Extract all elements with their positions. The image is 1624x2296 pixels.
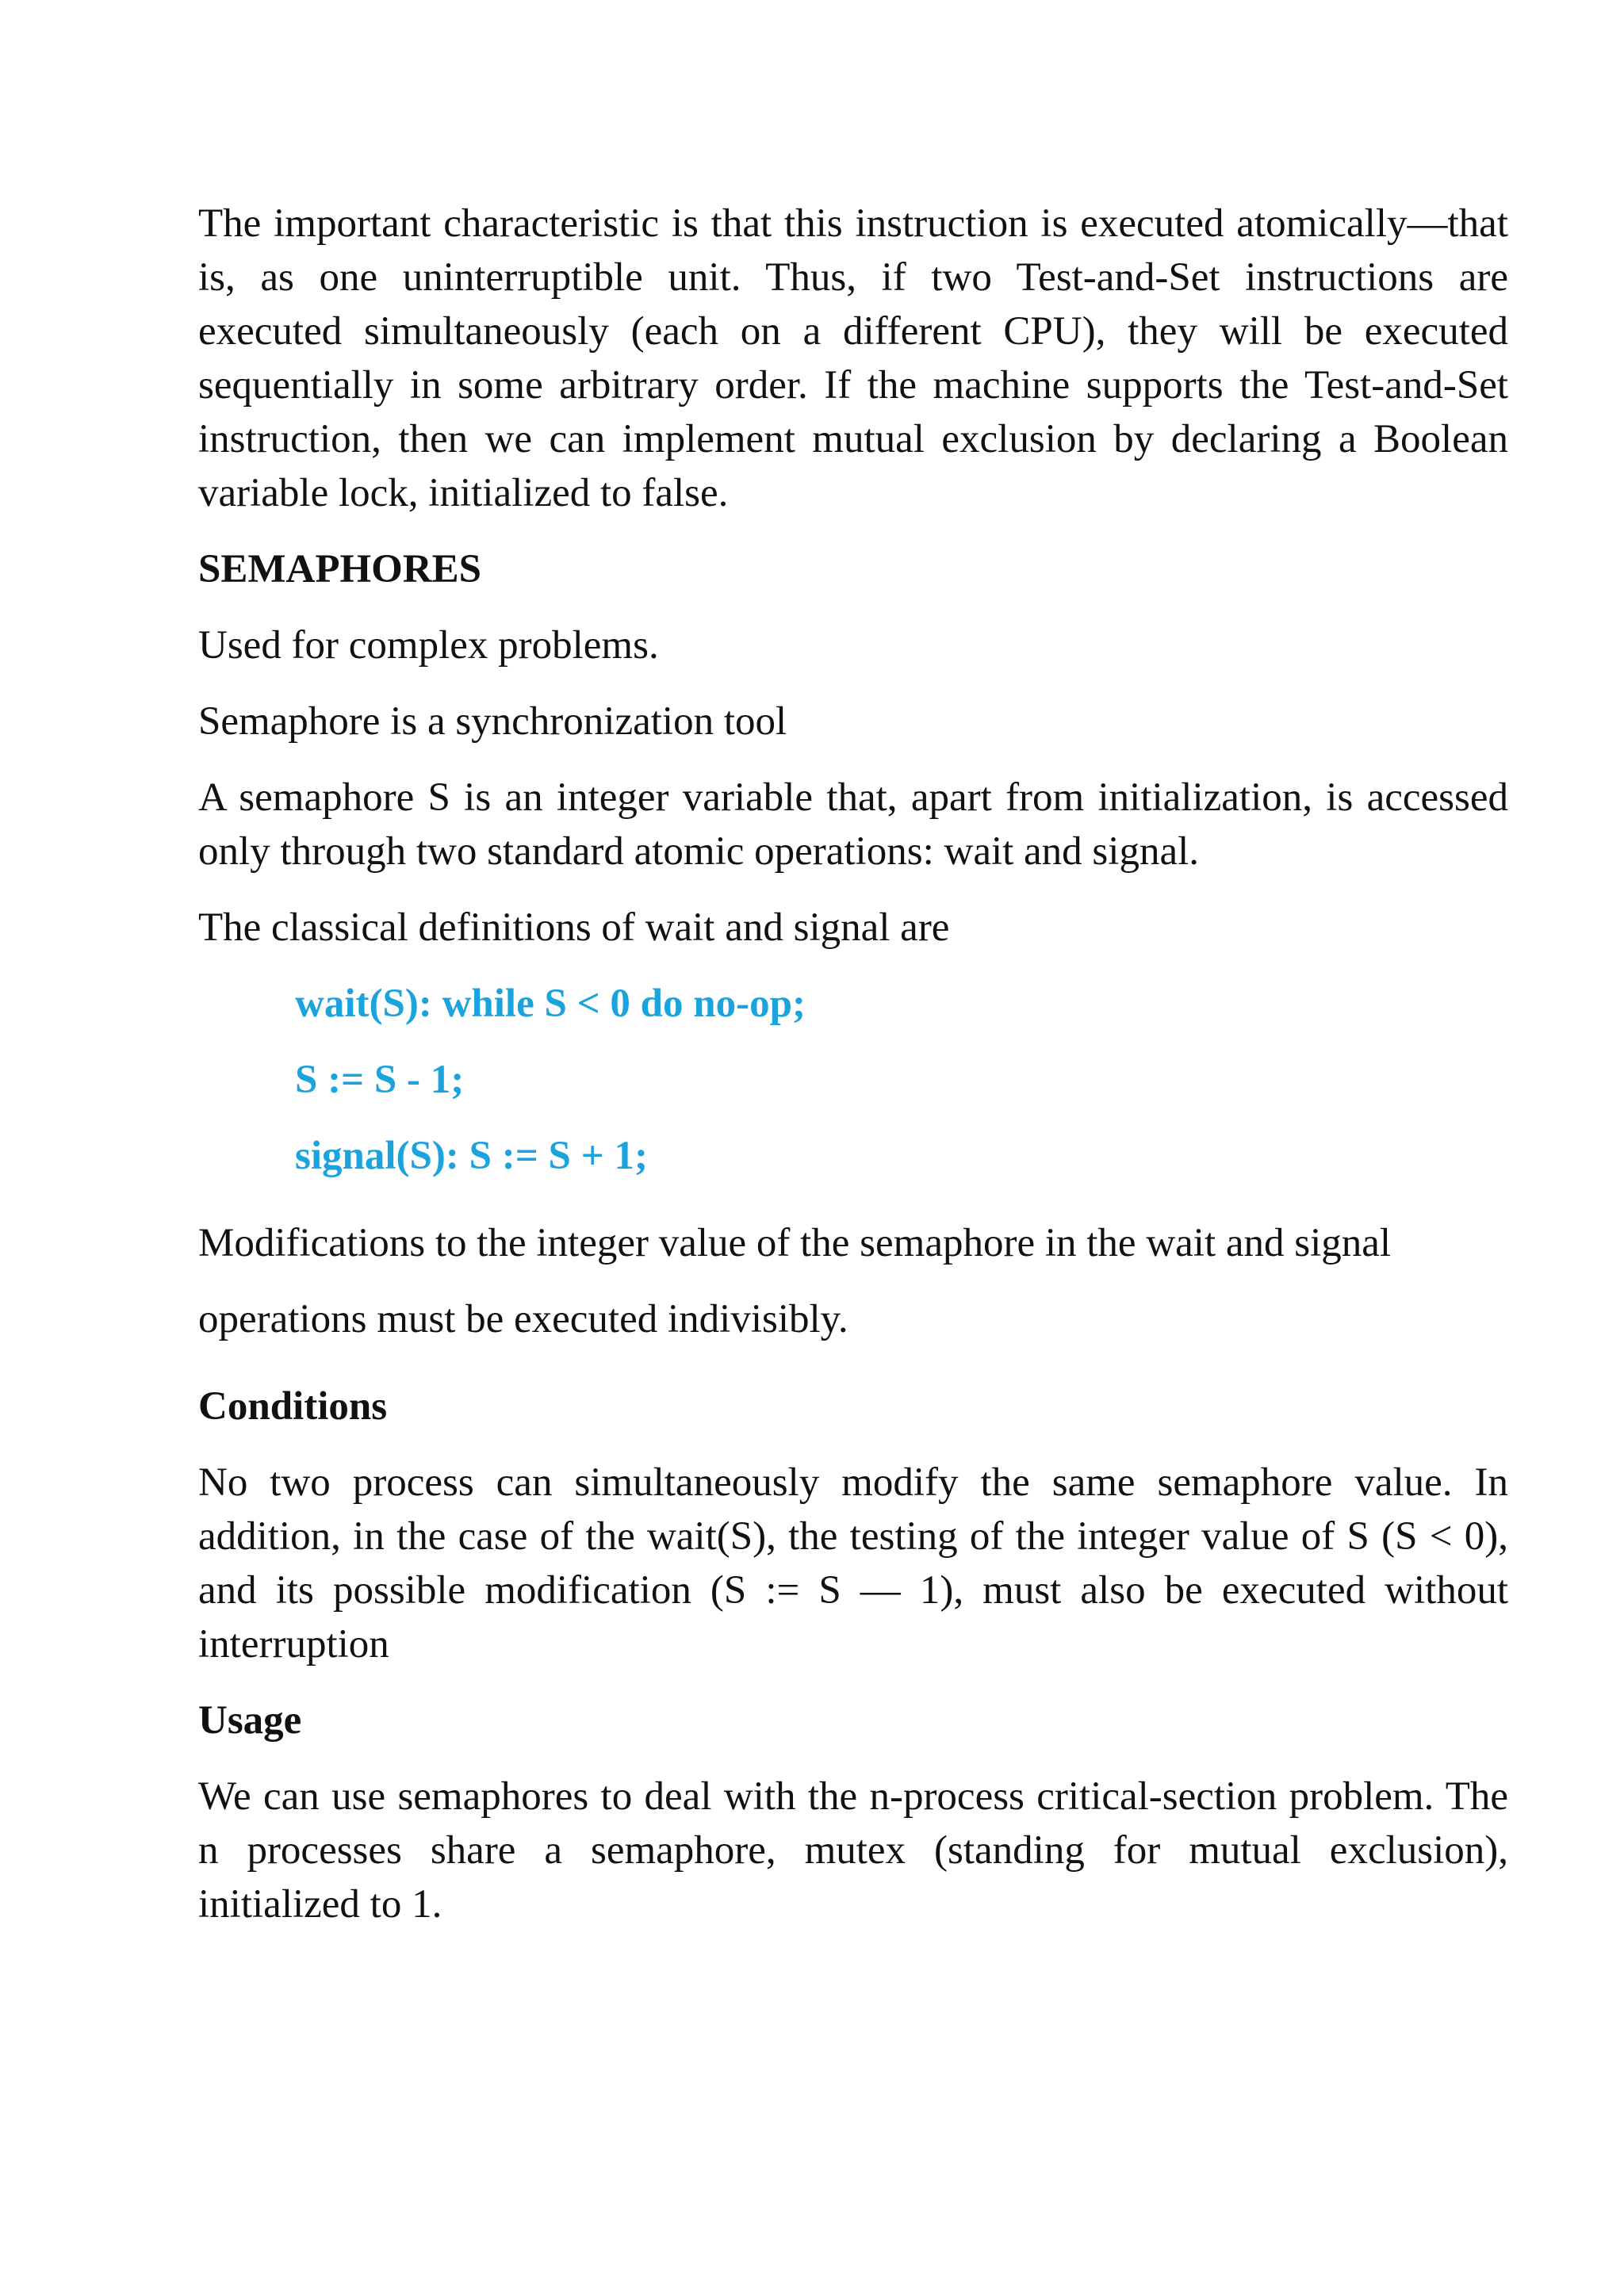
- heading-conditions: Conditions: [198, 1384, 388, 1429]
- used-for-paragraph: Used for complex problems.: [198, 623, 659, 668]
- code-line-decrement: S := S - 1;: [295, 1058, 465, 1102]
- intro-paragraph: The important characteristic is that this instruction is executed atomically—that is, as one uninterruptible unit. Thus, if two Test-and-Set instructions are executed simultaneously (each on a different CPU), they will be executed sequentially in some arbitrary order. If the machine supports the Test-and-Set instruction, then we can implement mutual exclusion by declaring a Boolean variable lock, initialized to false.: [198, 201, 1508, 515]
- modifications-line-2: operations must be executed indivisibly.: [198, 1297, 848, 1341]
- modifications-paragraph: [198, 1205, 1508, 1357]
- document-page: [198, 197, 1508, 1954]
- modifications-line-1: Modifications to the integer value of the semaphore in the wait and signal: [198, 1221, 1392, 1265]
- classical-definitions-paragraph: The classical definitions of wait and signal are: [198, 905, 950, 950]
- code-line-signal: signal(S): S := S + 1;: [295, 1134, 648, 1178]
- usage-paragraph: We can use semaphores to deal with the n-process critical-section problem. The n processes share a semaphore, mutex (standing for mutual exclusion), initialized to 1.: [198, 1774, 1508, 1927]
- semaphore-tool-paragraph: Semaphore is a synchronization tool: [198, 699, 787, 744]
- semaphore-definition-paragraph: A semaphore S is an integer variable that, apart from initialization, is accessed only through two standard atomic operations: wait and signal.: [198, 775, 1508, 874]
- heading-semaphores: SEMAPHORES: [198, 547, 482, 591]
- heading-usage: Usage: [198, 1698, 302, 1743]
- conditions-paragraph: No two process can simultaneously modify the same semaphore value. In addition, in the case of the wait(S), the testing of the integer value of S (S < 0), and its possible modification (S := S — 1), must also be executed without interruption: [198, 1460, 1508, 1667]
- code-line-wait: wait(S): while S < 0 do no-op;: [295, 982, 806, 1026]
